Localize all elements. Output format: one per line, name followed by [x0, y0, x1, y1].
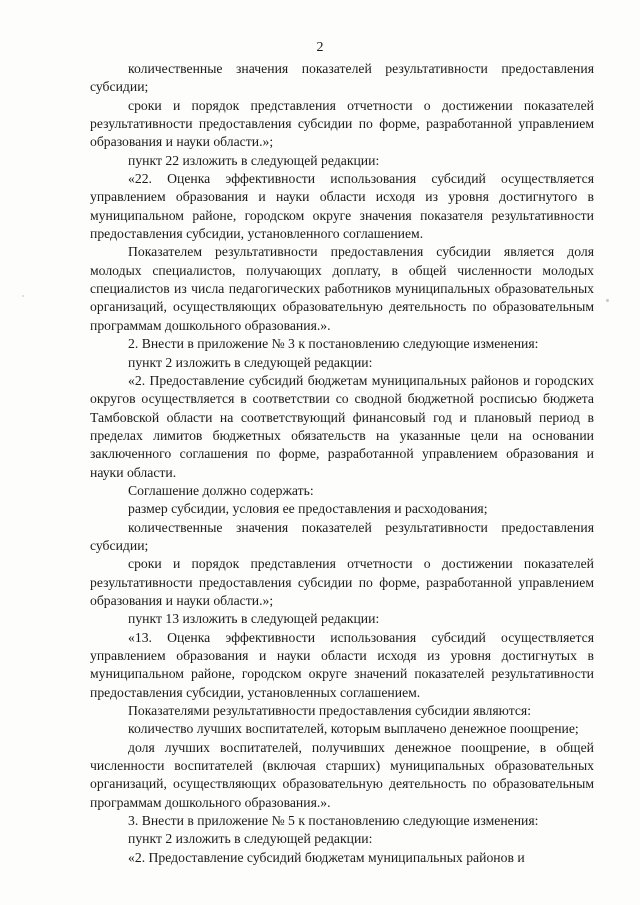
paragraph: пункт 2 изложить в следующей редакции:	[128, 831, 373, 847]
paragraph: пункт 22 изложить в следующей редакции:	[128, 152, 380, 168]
document-body	[90, 60, 594, 867]
paragraph: «2. Предоставление субсидий бюджетам муниципальных районов и городских округов осуществляется в соответствии со сводной бюджетной росписью бюджета Тамбовской области на соответствующий финансовый год и плановый период в пределах лимитов бюджетных обязательств на указанные цели на основании заключенного соглашения по форме, разработанной управлением образования и науки области.	[90, 372, 594, 480]
paragraph: количественные значения показателей результативности предоставления субсидии;	[90, 519, 594, 553]
scan-speck	[22, 295, 24, 297]
paragraph: размер субсидии, условия ее предоставления и расходования;	[128, 501, 488, 517]
paragraph: Показателями результативности предоставления субсидии являются:	[128, 703, 532, 719]
scan-speck	[606, 299, 609, 302]
paragraph: 2. Внести в приложение № 3 к постановлению следующие изменения:	[128, 336, 539, 352]
paragraph: количественные значения показателей результативности предоставления субсидии;	[90, 61, 594, 95]
paragraph: пункт 13 изложить в следующей редакции:	[128, 611, 380, 627]
paragraph: количество лучших воспитателей, которым выплачено денежное поощрение;	[128, 721, 579, 737]
page-number: 2	[316, 40, 324, 55]
paragraph: доля лучших воспитателей, получивших денежное поощрение, в общей численности воспитателей (включая старших) муниципальных образовательных организаций, осуществляющих образовательную деятельность по образовательным программам дошкольного образования.».	[90, 739, 594, 810]
paragraph: 3. Внести в приложение № 5 к постановлению следующие изменения:	[128, 813, 539, 829]
paragraph: пункт 2 изложить в следующей редакции:	[128, 354, 373, 370]
paragraph: «13. Оценка эффективности использования субсидий осуществляется управлением образования и науки области исходя из уровня достигнутых в муниципальном районе, городском округе значений показателей результативности предоставления субсидии, установленных соглашением.	[90, 629, 594, 700]
paragraph: «2. Предоставление субсидий бюджетам муниципальных районов и	[128, 849, 525, 865]
paragraph: Соглашение должно содержать:	[128, 482, 314, 498]
paragraph: сроки и порядок представления отчетности о достижении показателей результативности предоставления субсидии по форме, разработанной управлением образования и науки области.»;	[90, 97, 594, 150]
paragraph: сроки и порядок представления отчетности о достижении показателей результативности предоставления субсидии по форме, разработанной управлением образования и науки области.»;	[90, 556, 594, 608]
paragraph: Показателем результативности предоставления субсидии является доля молодых специалистов, получающих доплату, в общей численности молодых специалистов из числа педагогических работников муниципальных образовательных организаций, осуществляющих образовательную деятельность по образовательным программам дошкольного образования.».	[90, 244, 594, 333]
paragraph: «22. Оценка эффективности использования субсидий осуществляется управлением образования и науки области исходя из уровня достигнутого в муниципальном районе, городском округе значения показателя результативности предоставления субсидии, установленного соглашением.	[90, 171, 594, 242]
